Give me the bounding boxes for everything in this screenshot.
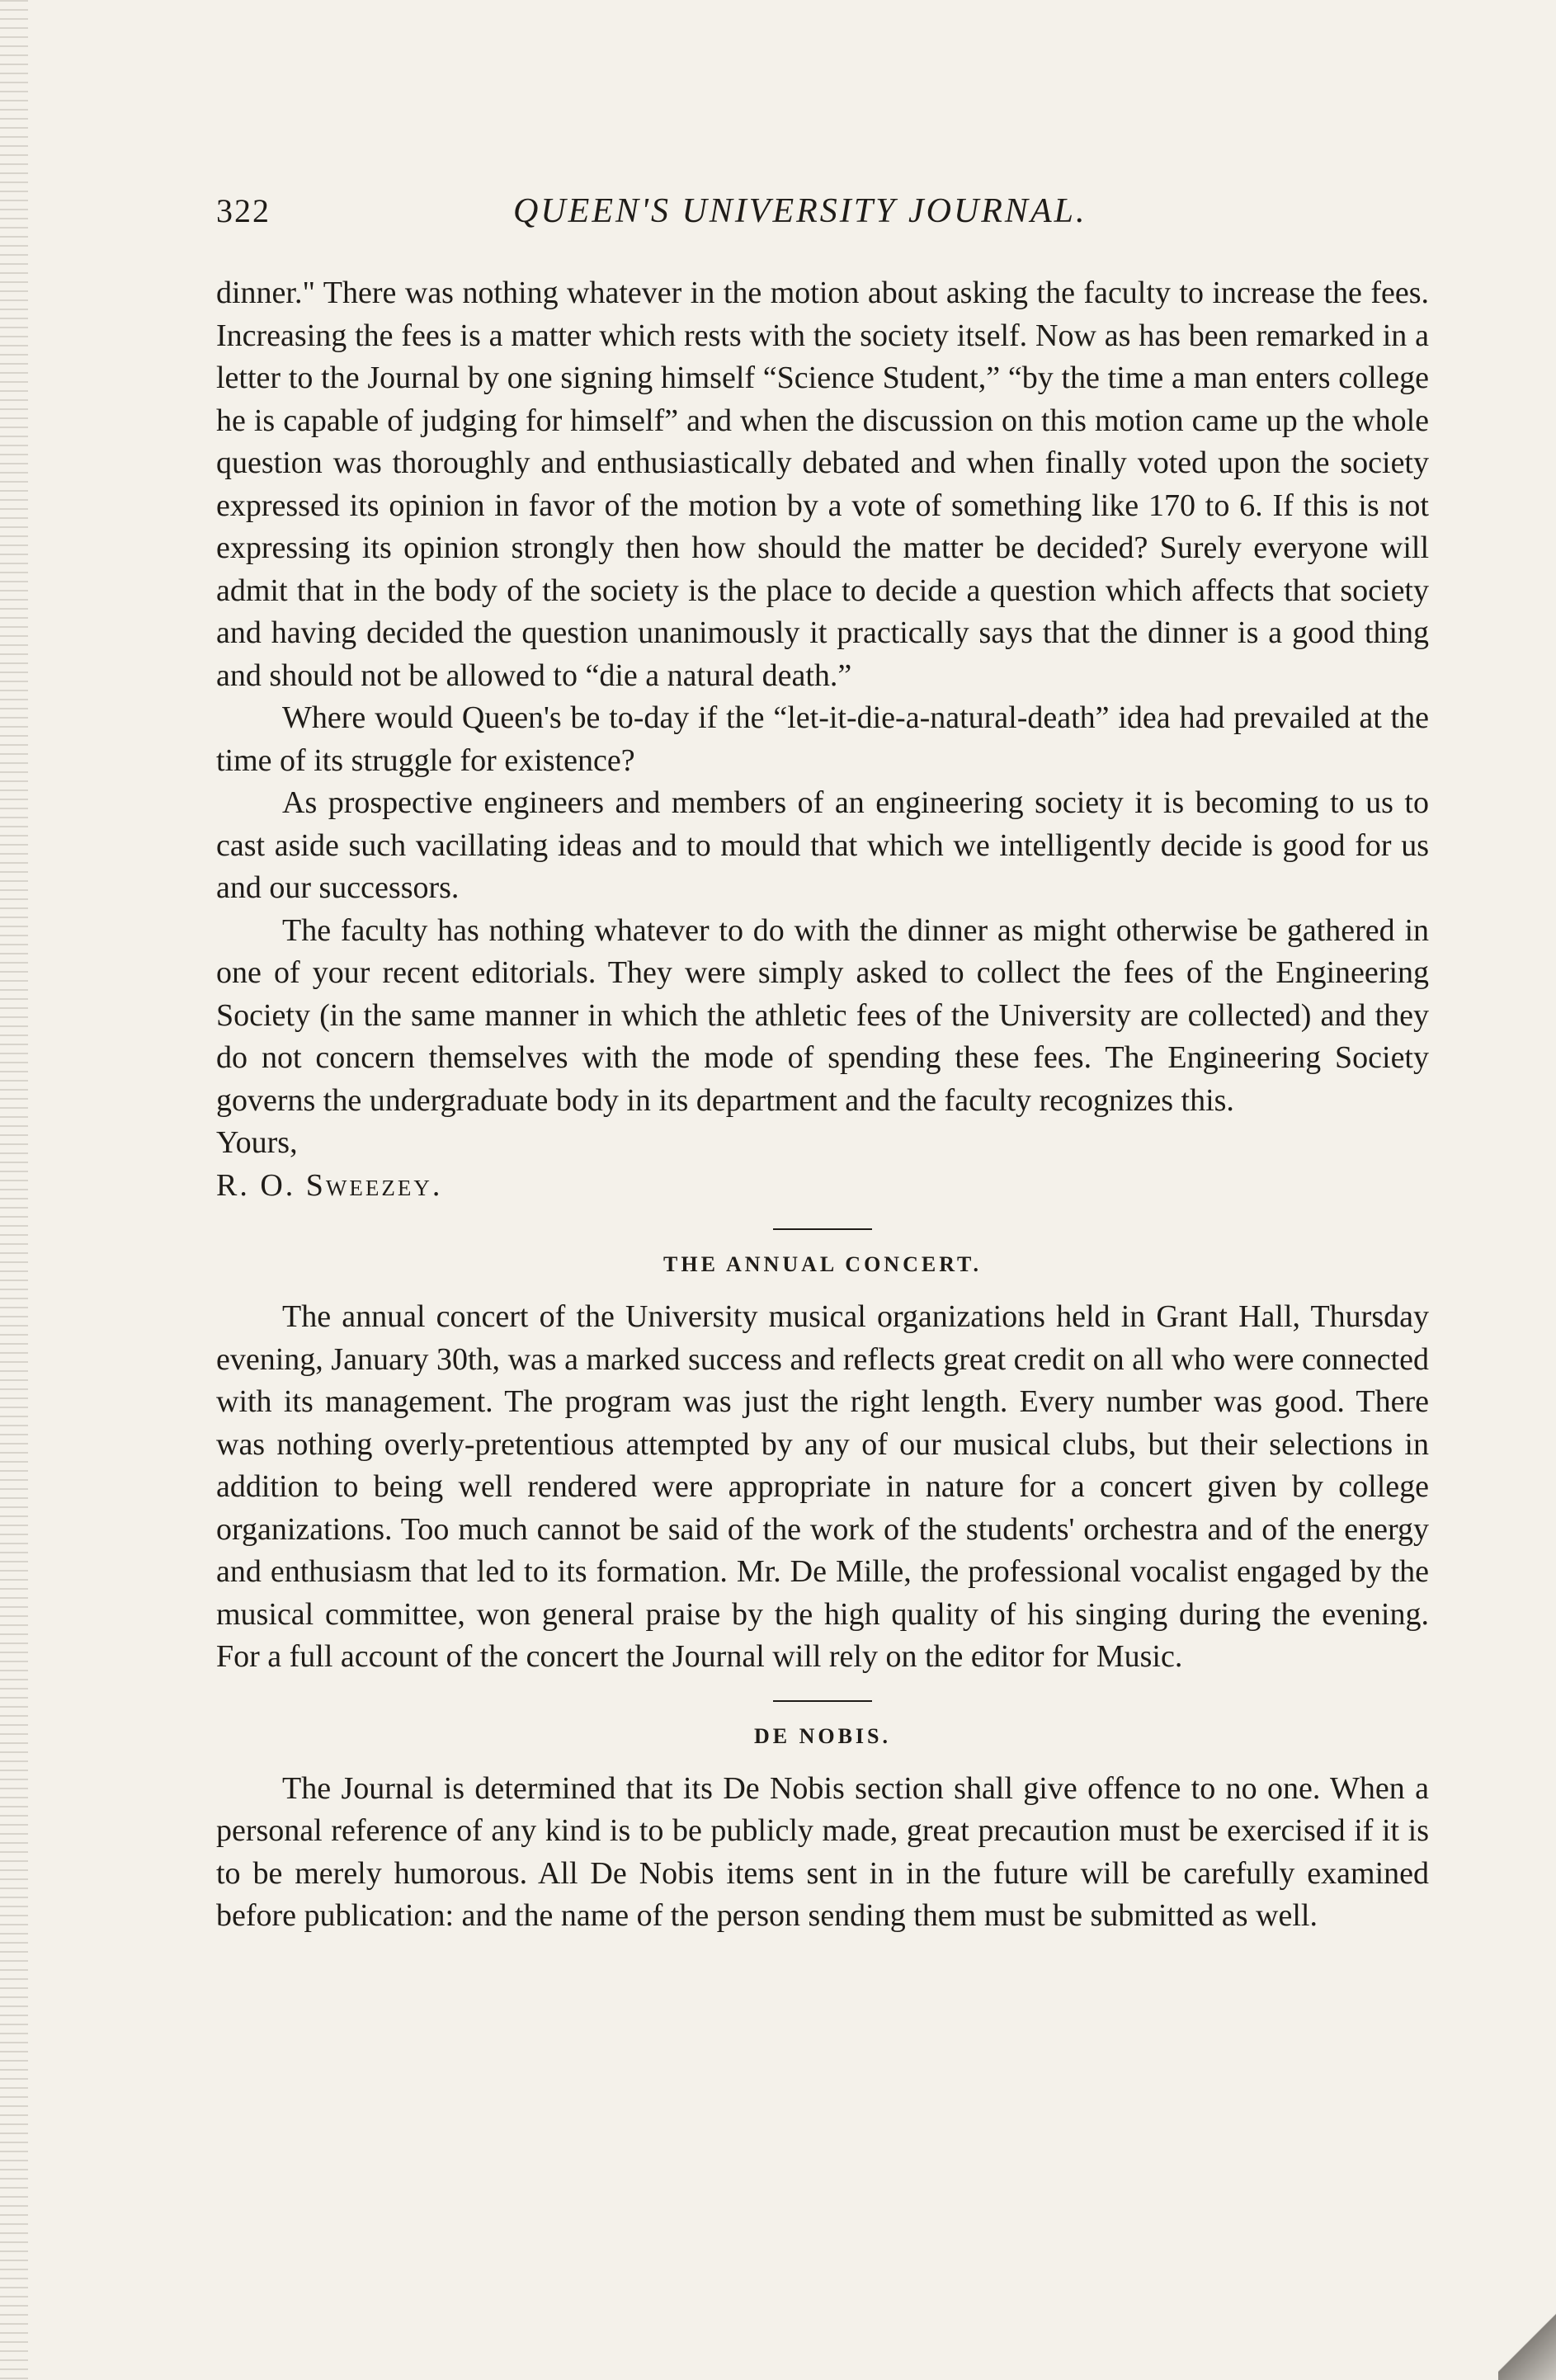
de-nobis-section — [216, 1720, 1429, 1938]
page-number: 322 — [216, 192, 271, 229]
letter-paragraph: As prospective engineers and members of an engineering society it is becoming to us to cast aside such vacillating ideas and to mould that which we intelligently decide is good for us and our successors. — [216, 785, 1429, 905]
binding-edge — [0, 0, 28, 2380]
letter-paragraph: The faculty has nothing whatever to do with the dinner as might otherwise be gathered in one of your recent editorials. They were simply asked to collect the fees of the Engineering Society (in the same manner in which the athletic fees of the University are collected) and they do not concern themselves with the mode of spending these fees. The Engineering Society governs the undergraduate body in its department and the faculty recognizes this. — [216, 912, 1429, 1118]
concert-paragraph: The annual concert of the University musical organizations held in Grant Hall, Thursday evening, January 30th, was a marked success and reflects great credit on all who were connected with its management. The program was just the right length. Every number was good. There was nothing overly-pretentious attempted by any of our musical clubs, but their selections in addition to being well rendered were appropriate in nature for a concert given by college organizations. Too much cannot be said of the work of the students' orchestra and of the energy and enthusiasm that led to its formation. Mr. De Mille, the professional vocalist engaged by the musical committee, won general praise by the high quality of his singing during the evening. For a full account of the concert the Journal will rely on the editor for Music. — [216, 1299, 1429, 1674]
letter-section — [216, 272, 1429, 1207]
section-heading: DE NOBIS. — [753, 1723, 892, 1748]
article-body — [216, 272, 1429, 1938]
concert-section — [216, 1248, 1429, 1679]
letter-signoff: Yours, — [216, 1125, 298, 1160]
letter-paragraph: dinner." There was nothing whatever in the motion about asking the faculty to increase the fees. Increasing the fees is a matter which rests with the society itself. Now as has been remarked in a letter to the Journal by one signing himself “Science Student,” “by the time a man enters college he is capable of judging for himself” and when the discussion on this motion came up the whole question was thoroughly and enthusiastically debated and when finally voted upon the society expressed its opinion in favor of the motion by a vote of something like 170 to 6. If this is not expressing its opinion strongly then how should the matter be decided? Surely everyone will admit that in the body of the society is the place to decide a question which affects that society and having decided the question unanimously it practically says that the dinner is a good thing and should not be allowed to “die a natural death.” — [216, 276, 1429, 693]
section-divider — [773, 1228, 872, 1230]
letter-signature: R. O. Sweezey. — [216, 1167, 443, 1203]
de-nobis-paragraph: The Journal is determined that its De Nobis section shall give offence to no one. When a personal reference of any kind is to be publicly made, great precaution must be exercised if it is to be merely humorous. All De Nobis items sent in in the future will be carefully examined before publication: and the name of the person sending them must be submitted as well. — [216, 1770, 1429, 1933]
page-corner-mark — [1498, 2289, 1556, 2380]
letter-paragraph: Where would Queen's be to-day if the “let-it-die-a-natural-death” idea had prevailed at the time of its struggle for existence? — [216, 700, 1429, 778]
page-header — [216, 191, 1429, 241]
section-heading: THE ANNUAL CONCERT. — [663, 1252, 982, 1276]
section-divider — [773, 1700, 872, 1702]
running-title: QUEEN'S UNIVERSITY JOURNAL. — [513, 192, 1087, 230]
